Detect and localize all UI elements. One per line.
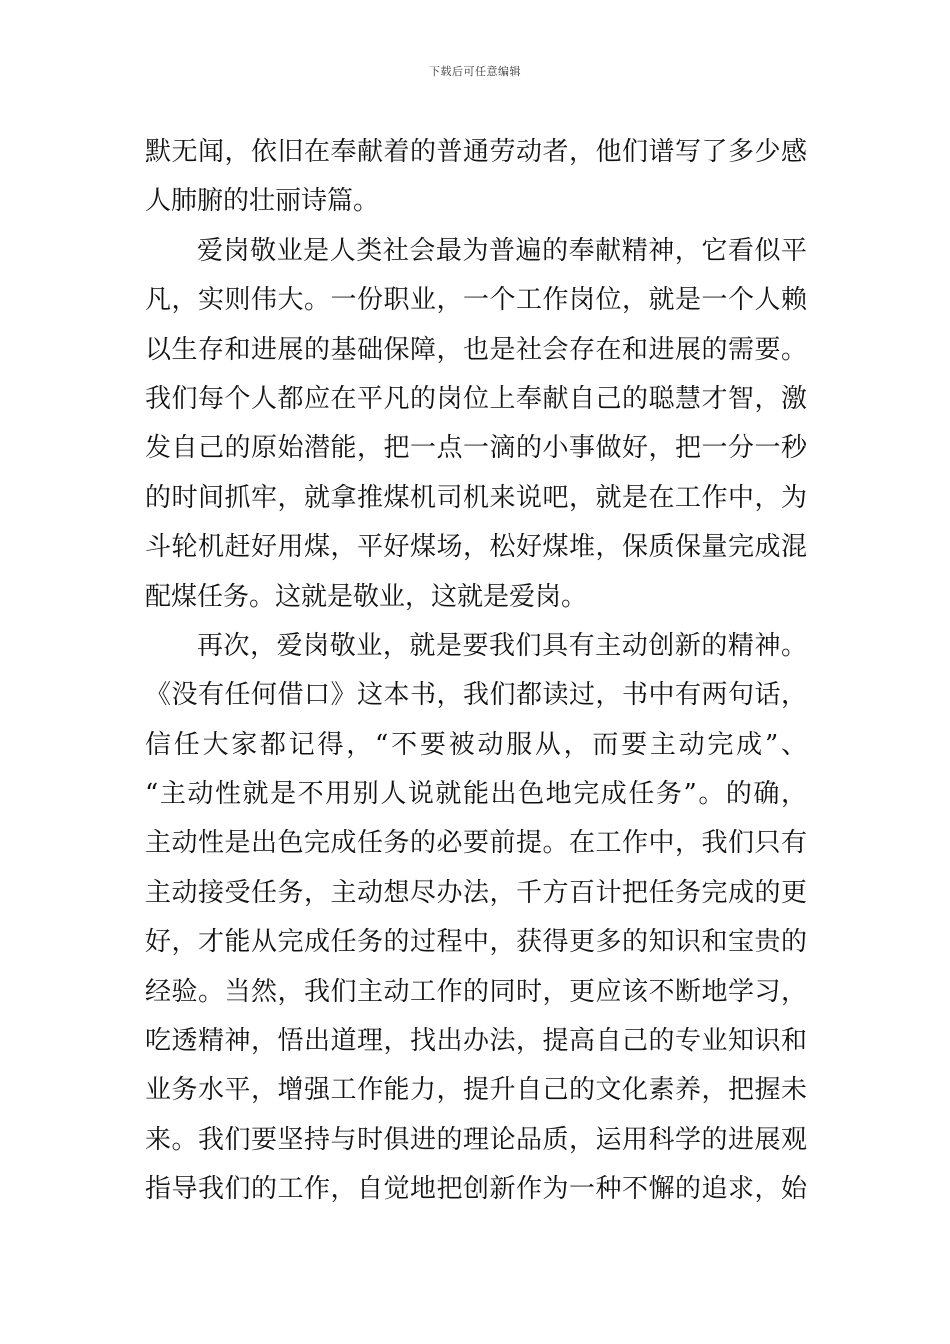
text-line: 默无闻，依旧在奉献着的普通劳动者，他们谱写了多少感 (145, 137, 807, 167)
text-line: 信任大家都记得，“不要被动服从，而要主动完成”、 (145, 729, 807, 760)
text-line: 以生存和进展的基础保障，也是社会存在和进展的需要。 (145, 334, 807, 365)
text-line: 的时间抓牢，就拿推煤机司机来说吧，就是在工作中，为 (145, 482, 807, 513)
text-line: 主动性是出色完成任务的必要前提。在工作中，我们只有 (145, 828, 807, 859)
text-line: 再次，爱岗敬业，就是要我们具有主动创新的精神。 (197, 630, 807, 661)
text-line: 发自己的原始潜能，把一点一滴的小事做好，把一分一秒 (145, 433, 807, 464)
text-line: 人肺腑的壮丽诗篇。 (145, 186, 380, 217)
text-line: “主动性就是不用别人说就能出色地完成任务”。的确， (145, 779, 807, 810)
text-line: 我们每个人都应在平凡的岗位上奉献自己的聪慧才智，激 (145, 383, 807, 414)
text-line: 主动接受任务，主动想尽办法，千方百计把任务完成的更 (145, 877, 807, 908)
text-line: 斗轮机赶好用煤，平好煤场，松好煤堆，保质保量完成混 (145, 532, 807, 563)
text-line: 好，才能从完成任务的过程中，获得更多的知识和宝贵的 (145, 927, 807, 958)
text-line: 凡，实则伟大。一份职业，一个工作岗位，就是一个人赖 (145, 285, 807, 316)
text-line: 经验。当然，我们主动工作的同时，更应该不断地学习， (145, 976, 807, 1007)
text-line: 业务水平，增强工作能力，提升自己的文化素养，把握未 (145, 1075, 807, 1106)
page-header: 下载后可任意编辑 (429, 65, 521, 78)
text-line: 来。我们要坚持与时俱进的理论品质，运用科学的进展观 (145, 1124, 807, 1155)
text-line: 爱岗敬业是人类社会最为普遍的奉献精神，它看似平 (197, 235, 807, 266)
text-line: 配煤任务。这就是敬业，这就是爱岗。 (145, 581, 588, 612)
text-line: 指导我们的工作，自觉地把创新作为一种不懈的追求，始 (145, 1174, 807, 1205)
body-text (145, 128, 807, 1215)
text-line: 《没有任何借口》这本书，我们都读过，书中有两句话， (145, 680, 807, 711)
text-line: 吃透精神，悟出道理，找出办法，提高自己的专业知识和 (145, 1026, 807, 1057)
